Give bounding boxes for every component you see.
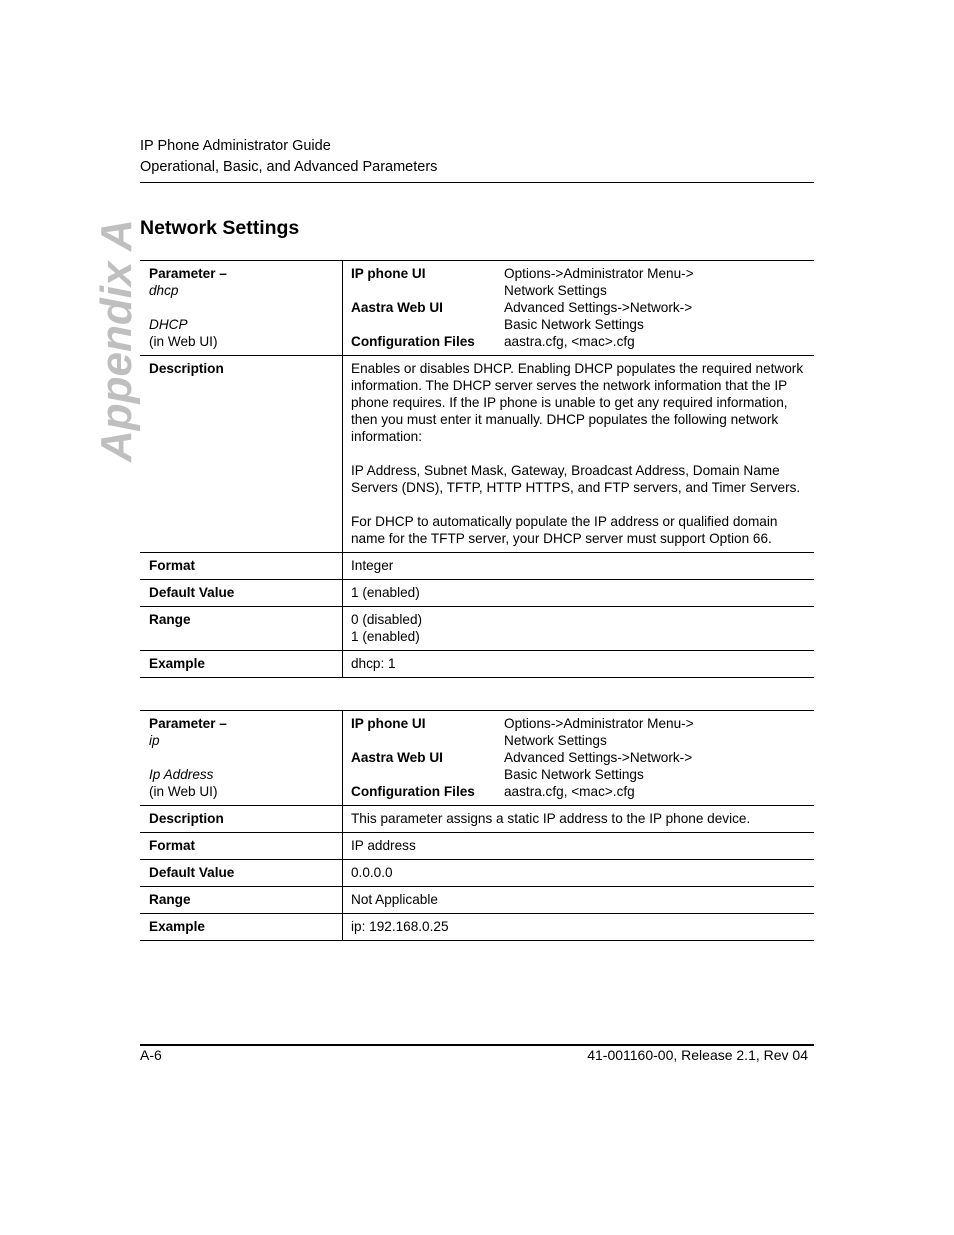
row-label: Default Value	[140, 860, 343, 887]
description-cell	[343, 356, 815, 553]
param-table-dhcp	[140, 260, 814, 678]
ip-phone-ui-value-1: Options->Administrator Menu->	[504, 716, 694, 731]
description-paragraph: IP Address, Subnet Mask, Gateway, Broadcast Address, Domain Name Servers (DNS), TFTP, HTTP HTTPS, and FTP servers, and Timer Servers.	[351, 463, 801, 495]
range-value: 1 (enabled)	[351, 629, 420, 644]
row-label: Example	[140, 651, 343, 678]
table-row	[140, 806, 814, 833]
footer-rule	[140, 1044, 814, 1046]
param-cell	[140, 261, 343, 356]
table-row	[140, 914, 814, 941]
web-ui-value-2: Basic Network Settings	[504, 767, 644, 782]
header-title: IP Phone Administrator Guide	[140, 138, 331, 154]
param-label: Parameter –	[149, 266, 227, 281]
range-cell	[343, 607, 815, 651]
format-value: IP address	[343, 833, 815, 860]
row-label: Range	[140, 607, 343, 651]
description-paragraph: This parameter assigns a static IP address to the IP phone device.	[343, 806, 815, 833]
example-value: dhcp: 1	[343, 651, 815, 678]
webui-note: (in Web UI)	[149, 334, 218, 349]
web-ui-value-1: Advanced Settings->Network->	[504, 300, 693, 315]
table-row	[140, 860, 814, 887]
document-id: 41-001160-00, Release 2.1, Rev 04	[587, 1047, 808, 1063]
param-cell	[140, 711, 343, 806]
page-number: A-6	[140, 1047, 162, 1063]
description-paragraph: Enables or disables DHCP. Enabling DHCP populates the required network information. The DHCP server serves the network information that the IP phone requires. If the IP phone is unable to get any required information, then you must enter it manually. DHCP populates the following network information:	[351, 361, 804, 444]
config-value: aastra.cfg, <mac>.cfg	[504, 334, 635, 349]
ip-phone-ui-value-1: Options->Administrator Menu->	[504, 266, 694, 281]
web-ui-label: Aastra Web UI	[351, 300, 443, 315]
format-value: Integer	[343, 553, 815, 580]
row-label: Example	[140, 914, 343, 941]
config-label: Configuration Files	[351, 784, 475, 799]
table-row	[140, 651, 814, 678]
row-label: Description	[140, 806, 343, 833]
header-rule	[140, 182, 814, 183]
default-value: 1 (enabled)	[343, 580, 815, 607]
header-subtitle: Operational, Basic, and Advanced Parameters	[140, 159, 438, 175]
appendix-side-tab: Appendix A	[92, 219, 141, 462]
row-label: Range	[140, 887, 343, 914]
ip-phone-ui-value-2: Network Settings	[504, 283, 607, 298]
section-title: Network Settings	[140, 217, 300, 239]
ip-phone-ui-label: IP phone UI	[351, 266, 426, 281]
param-label: Parameter –	[149, 716, 227, 731]
param-name: dhcp	[149, 283, 179, 298]
row-label: Default Value	[140, 580, 343, 607]
default-value: 0.0.0.0	[343, 860, 815, 887]
running-header	[140, 136, 437, 178]
table-row	[140, 833, 814, 860]
location-cell	[343, 711, 815, 806]
table-row	[140, 607, 814, 651]
table-row	[140, 356, 814, 553]
ip-phone-ui-label: IP phone UI	[351, 716, 426, 731]
range-value: Not Applicable	[343, 887, 815, 914]
row-label: Format	[140, 833, 343, 860]
config-value: aastra.cfg, <mac>.cfg	[504, 784, 635, 799]
table-row	[140, 711, 814, 806]
range-value: 0 (disabled)	[351, 612, 423, 627]
example-value: ip: 192.168.0.25	[343, 914, 815, 941]
webui-name: Ip Address	[149, 767, 214, 782]
table-row	[140, 553, 814, 580]
row-label: Format	[140, 553, 343, 580]
webui-name: DHCP	[149, 317, 188, 332]
description-paragraph: For DHCP to automatically populate the IP address or qualified domain name for the TFTP server, your DHCP server must support Option 66.	[351, 514, 778, 546]
location-cell	[343, 261, 815, 356]
row-label: Description	[140, 356, 343, 553]
param-table-ip	[140, 710, 814, 941]
webui-note: (in Web UI)	[149, 784, 218, 799]
web-ui-value-1: Advanced Settings->Network->	[504, 750, 693, 765]
table-row	[140, 261, 814, 356]
table-row	[140, 580, 814, 607]
param-name: ip	[149, 733, 160, 748]
ip-phone-ui-value-2: Network Settings	[504, 733, 607, 748]
table-row	[140, 887, 814, 914]
web-ui-label: Aastra Web UI	[351, 750, 443, 765]
web-ui-value-2: Basic Network Settings	[504, 317, 644, 332]
config-label: Configuration Files	[351, 334, 475, 349]
